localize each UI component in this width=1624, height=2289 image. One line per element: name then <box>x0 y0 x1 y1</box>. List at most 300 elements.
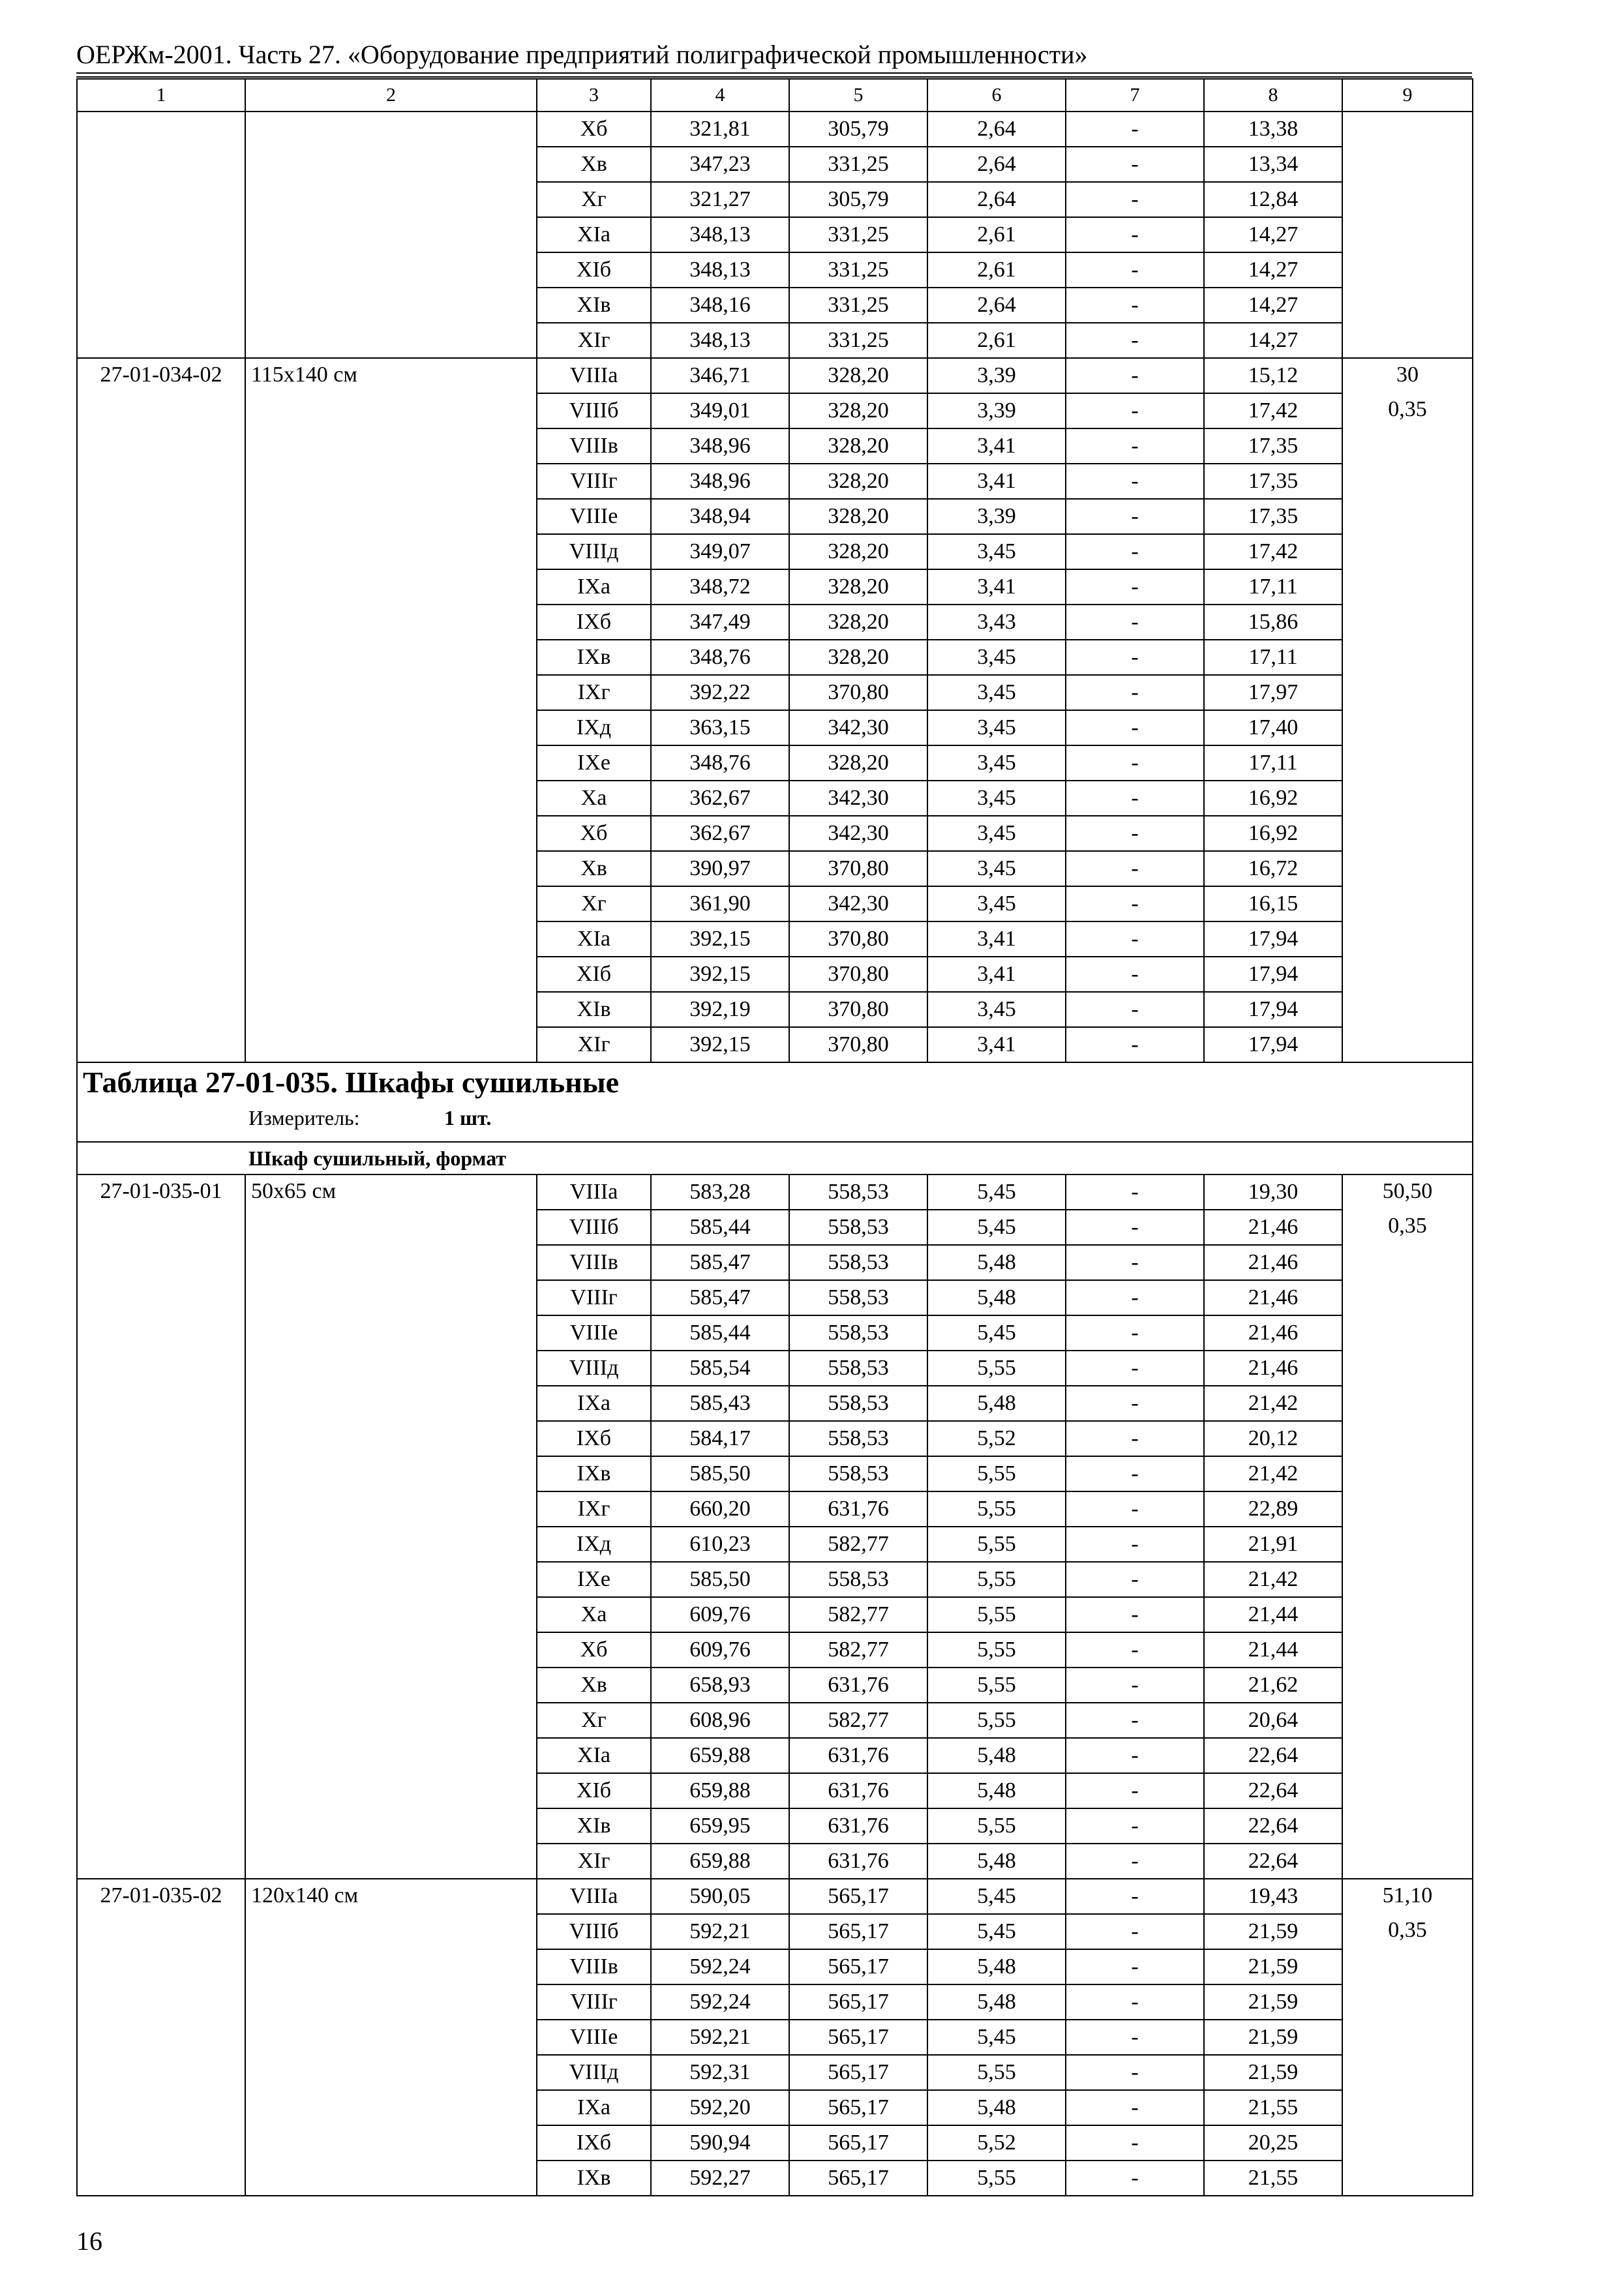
machine-cost-cell: 5,48 <box>927 1738 1066 1773</box>
salary-cell: 558,53 <box>789 1456 927 1491</box>
total-cost-cell: 348,96 <box>651 428 789 464</box>
salary-cell: 331,25 <box>789 147 927 182</box>
zone-cell: VIIIе <box>537 499 651 534</box>
materials-cell: 16,92 <box>1204 781 1342 816</box>
total-cost-cell: 583,28 <box>651 1174 789 1210</box>
salary-cell: 331,25 <box>789 323 927 358</box>
materials-cell: 21,46 <box>1204 1351 1342 1386</box>
salary-cell: 631,76 <box>789 1491 927 1527</box>
item-name-cell: 115x140 см <box>245 358 537 393</box>
driver-salary-cell: - <box>1066 428 1204 464</box>
driver-salary-cell: - <box>1066 1245 1204 1280</box>
total-cost-cell: 585,50 <box>651 1562 789 1597</box>
zone-cell: Xг <box>537 886 651 921</box>
rate-code-cell <box>77 1386 245 1421</box>
labor-cost-cell <box>1342 1527 1473 1562</box>
labor-cost-cell <box>1342 1773 1473 1808</box>
item-name-cell <box>245 569 537 605</box>
driver-salary-cell: - <box>1066 816 1204 851</box>
table-row <box>77 217 1473 252</box>
total-cost-cell: 659,88 <box>651 1738 789 1773</box>
labor-cost-cell <box>1342 147 1473 182</box>
table-title-block <box>77 1062 1473 1174</box>
table-row <box>77 781 1473 816</box>
table-row <box>77 710 1473 745</box>
table-body-top <box>77 79 1473 1062</box>
column-number: 2 <box>245 79 537 112</box>
item-name-cell: 50x65 см <box>245 1174 537 1210</box>
labor-cost-cell <box>1342 816 1473 851</box>
item-name-cell <box>245 1984 537 2020</box>
materials-cell: 19,43 <box>1204 1879 1342 1914</box>
rate-code-cell <box>77 1351 245 1386</box>
salary-cell: 370,80 <box>789 957 927 992</box>
driver-salary-cell: - <box>1066 534 1204 569</box>
driver-salary-cell: - <box>1066 499 1204 534</box>
salary-cell: 558,53 <box>789 1210 927 1245</box>
labor-cost-cell <box>1342 182 1473 217</box>
column-number: 3 <box>537 79 651 112</box>
salary-cell: 565,17 <box>789 1984 927 2020</box>
machine-cost-cell: 5,55 <box>927 1597 1066 1632</box>
table-row <box>77 957 1473 992</box>
total-cost-cell: 321,27 <box>651 182 789 217</box>
table-row <box>77 605 1473 640</box>
labor-cost-cell <box>1342 1597 1473 1632</box>
rate-code-cell <box>77 1703 245 1738</box>
zone-cell: XIв <box>537 288 651 323</box>
item-name-cell <box>245 1738 537 1773</box>
salary-cell: 370,80 <box>789 1027 927 1062</box>
machine-cost-cell: 5,48 <box>927 1773 1066 1808</box>
machine-cost-cell: 3,41 <box>927 569 1066 605</box>
total-cost-cell: 592,31 <box>651 2055 789 2090</box>
total-cost-cell: 658,93 <box>651 1668 789 1703</box>
item-name-cell <box>245 992 537 1027</box>
item-name-cell <box>245 428 537 464</box>
item-name-cell <box>245 1315 537 1351</box>
total-cost-cell: 392,22 <box>651 675 789 710</box>
labor-cost-cell <box>1342 2125 1473 2161</box>
labor-cost-cell <box>1342 781 1473 816</box>
materials-cell: 14,27 <box>1204 288 1342 323</box>
machine-cost-cell: 5,48 <box>927 1245 1066 1280</box>
materials-cell: 13,34 <box>1204 147 1342 182</box>
machine-cost-cell: 5,45 <box>927 1315 1066 1351</box>
zone-cell: IXе <box>537 745 651 781</box>
driver-salary-cell: - <box>1066 464 1204 499</box>
rate-code-cell <box>77 1984 245 2020</box>
price-table <box>76 78 1473 2196</box>
machine-cost-cell: 5,55 <box>927 1632 1066 1668</box>
table-row <box>77 1914 1473 1949</box>
table-row <box>77 640 1473 675</box>
item-name-cell <box>245 1808 537 1844</box>
driver-salary-cell: - <box>1066 1386 1204 1421</box>
driver-salary-cell: - <box>1066 393 1204 428</box>
machine-cost-cell: 2,64 <box>927 288 1066 323</box>
salary-cell: 342,30 <box>789 816 927 851</box>
labor-cost-cell <box>1342 1386 1473 1421</box>
rate-code-cell <box>77 1914 245 1949</box>
table-row <box>77 2020 1473 2055</box>
zone-cell: Xв <box>537 851 651 886</box>
machine-cost-cell: 5,55 <box>927 1456 1066 1491</box>
table-row <box>77 921 1473 957</box>
table-row <box>77 569 1473 605</box>
item-name-cell <box>245 1351 537 1386</box>
table-row <box>77 358 1473 393</box>
labor-cost-cell <box>1342 1984 1473 2020</box>
labor-cost-cell: 50,50 <box>1342 1174 1473 1210</box>
driver-salary-cell: - <box>1066 1879 1204 1914</box>
item-name-cell <box>245 1210 537 1245</box>
driver-salary-cell: - <box>1066 2090 1204 2125</box>
rate-code-cell <box>77 1491 245 1527</box>
zone-cell: VIIIг <box>537 1984 651 2020</box>
total-cost-cell: 392,19 <box>651 992 789 1027</box>
machine-cost-cell: 5,48 <box>927 1386 1066 1421</box>
machine-cost-cell: 5,52 <box>927 2125 1066 2161</box>
salary-cell: 328,20 <box>789 499 927 534</box>
rate-code-cell <box>77 323 245 358</box>
rate-code-cell <box>77 499 245 534</box>
salary-cell: 631,76 <box>789 1808 927 1844</box>
zone-cell: IXб <box>537 1421 651 1456</box>
labor-cost-cell <box>1342 1562 1473 1597</box>
driver-salary-cell: - <box>1066 1210 1204 1245</box>
item-name-cell <box>245 393 537 428</box>
labor-cost-cell <box>1342 1632 1473 1668</box>
machine-cost-cell: 3,41 <box>927 428 1066 464</box>
materials-cell: 22,64 <box>1204 1773 1342 1808</box>
zone-cell: VIIIд <box>537 1351 651 1386</box>
salary-cell: 342,30 <box>789 781 927 816</box>
materials-cell: 21,44 <box>1204 1632 1342 1668</box>
zone-cell: Xв <box>537 1668 651 1703</box>
table-row <box>77 1703 1473 1738</box>
total-cost-cell: 392,15 <box>651 1027 789 1062</box>
total-cost-cell: 592,24 <box>651 1949 789 1984</box>
section-cell <box>77 1142 1473 1174</box>
labor-cost-cell <box>1342 252 1473 288</box>
materials-cell: 21,59 <box>1204 1949 1342 1984</box>
materials-cell: 21,55 <box>1204 2090 1342 2125</box>
total-cost-cell: 392,15 <box>651 957 789 992</box>
table-row <box>77 1668 1473 1703</box>
zone-cell: IXа <box>537 569 651 605</box>
salary-cell: 342,30 <box>789 710 927 745</box>
item-name-cell <box>245 1632 537 1668</box>
total-cost-cell: 659,95 <box>651 1808 789 1844</box>
materials-cell: 21,46 <box>1204 1280 1342 1315</box>
table-row <box>77 252 1473 288</box>
item-name-cell <box>245 605 537 640</box>
labor-cost-cell <box>1342 534 1473 569</box>
column-number: 1 <box>77 79 245 112</box>
materials-cell: 17,35 <box>1204 464 1342 499</box>
item-name-cell <box>245 781 537 816</box>
materials-cell: 21,62 <box>1204 1668 1342 1703</box>
rate-code-cell <box>77 217 245 252</box>
materials-cell: 22,64 <box>1204 1844 1342 1879</box>
materials-cell: 21,42 <box>1204 1456 1342 1491</box>
rate-code-cell <box>77 781 245 816</box>
materials-cell: 16,15 <box>1204 886 1342 921</box>
labor-cost-cell <box>1342 288 1473 323</box>
driver-salary-cell: - <box>1066 569 1204 605</box>
materials-cell: 21,59 <box>1204 1984 1342 2020</box>
table-row <box>77 499 1473 534</box>
labor-cost-cell <box>1342 1844 1473 1879</box>
driver-salary-cell: - <box>1066 2020 1204 2055</box>
table-row <box>77 745 1473 781</box>
driver-salary-cell: - <box>1066 217 1204 252</box>
materials-cell: 17,35 <box>1204 499 1342 534</box>
machine-cost-cell: 3,39 <box>927 393 1066 428</box>
salary-cell: 370,80 <box>789 675 927 710</box>
total-cost-cell: 592,20 <box>651 2090 789 2125</box>
item-name-cell <box>245 1562 537 1597</box>
table-row <box>77 1597 1473 1632</box>
rate-code-cell <box>77 1597 245 1632</box>
total-cost-cell: 609,76 <box>651 1597 789 1632</box>
salary-cell: 558,53 <box>789 1315 927 1351</box>
item-name-cell <box>245 1844 537 1879</box>
zone-cell: IXв <box>537 1456 651 1491</box>
item-name-cell <box>245 1914 537 1949</box>
materials-cell: 21,59 <box>1204 2055 1342 2090</box>
driver-salary-cell: - <box>1066 358 1204 393</box>
zone-cell: Xб <box>537 112 651 147</box>
machine-cost-cell: 3,45 <box>927 781 1066 816</box>
labor-cost-cell <box>1342 112 1473 147</box>
materials-cell: 14,27 <box>1204 252 1342 288</box>
column-number: 5 <box>789 79 927 112</box>
table-row <box>77 1984 1473 2020</box>
total-cost-cell: 348,76 <box>651 640 789 675</box>
item-name-cell <box>245 957 537 992</box>
item-name-cell <box>245 1280 537 1315</box>
column-number: 8 <box>1204 79 1342 112</box>
machine-cost-cell: 3,45 <box>927 534 1066 569</box>
table-title: Таблица 27-01-035. Шкафы сушильные <box>83 1066 620 1099</box>
materials-cell: 17,94 <box>1204 1027 1342 1062</box>
rate-code-cell <box>77 605 245 640</box>
table-row <box>77 1949 1473 1984</box>
salary-cell: 631,76 <box>789 1668 927 1703</box>
table-row <box>77 1632 1473 1668</box>
materials-cell: 14,27 <box>1204 217 1342 252</box>
item-name-cell <box>245 921 537 957</box>
rate-code-cell <box>77 2020 245 2055</box>
item-name-cell <box>245 1456 537 1491</box>
salary-cell: 370,80 <box>789 921 927 957</box>
meter-label: Измеритель: <box>248 1106 360 1130</box>
materials-cell: 17,97 <box>1204 675 1342 710</box>
item-name-cell <box>245 2090 537 2125</box>
machine-cost-cell: 3,39 <box>927 499 1066 534</box>
salary-cell: 328,20 <box>789 745 927 781</box>
salary-cell: 305,79 <box>789 182 927 217</box>
labor-cost-cell <box>1342 851 1473 886</box>
table-row <box>77 816 1473 851</box>
labor-cost-cell <box>1342 745 1473 781</box>
rate-code-cell <box>77 252 245 288</box>
zone-cell: VIIIв <box>537 428 651 464</box>
rate-code-cell: 27-01-035-02 <box>77 1879 245 1914</box>
driver-salary-cell: - <box>1066 992 1204 1027</box>
total-cost-cell: 348,16 <box>651 288 789 323</box>
table-row <box>77 2055 1473 2090</box>
labor-cost-cell <box>1342 464 1473 499</box>
rate-code-cell <box>77 2125 245 2161</box>
total-cost-cell: 585,54 <box>651 1351 789 1386</box>
rate-code-cell <box>77 1245 245 1280</box>
total-cost-cell: 348,13 <box>651 217 789 252</box>
rate-code-cell <box>77 1210 245 1245</box>
table-row <box>77 428 1473 464</box>
machine-cost-cell: 5,55 <box>927 1703 1066 1738</box>
total-cost-cell: 610,23 <box>651 1527 789 1562</box>
item-name-cell <box>245 1597 537 1632</box>
total-cost-cell: 361,90 <box>651 886 789 921</box>
materials-cell: 20,64 <box>1204 1703 1342 1738</box>
total-cost-cell: 585,43 <box>651 1386 789 1421</box>
zone-cell: XIв <box>537 992 651 1027</box>
zone-cell: IXг <box>537 1491 651 1527</box>
table-row <box>77 147 1473 182</box>
driver-salary-cell: - <box>1066 1738 1204 1773</box>
salary-cell: 328,20 <box>789 534 927 569</box>
driver-salary-cell: - <box>1066 1527 1204 1562</box>
materials-cell: 17,35 <box>1204 428 1342 464</box>
zone-cell: XIб <box>537 1773 651 1808</box>
materials-cell: 17,94 <box>1204 992 1342 1027</box>
total-cost-cell: 609,76 <box>651 1632 789 1668</box>
zone-cell: VIIIг <box>537 1280 651 1315</box>
machine-cost-cell: 5,48 <box>927 1949 1066 1984</box>
salary-cell: 305,79 <box>789 112 927 147</box>
driver-salary-cell: - <box>1066 1456 1204 1491</box>
salary-cell: 558,53 <box>789 1351 927 1386</box>
table-row <box>77 1421 1473 1456</box>
driver-salary-cell: - <box>1066 1280 1204 1315</box>
zone-cell: IXб <box>537 605 651 640</box>
driver-salary-cell: - <box>1066 2055 1204 2090</box>
rate-code-cell <box>77 1562 245 1597</box>
labor-cost-cell <box>1342 2055 1473 2090</box>
machine-cost-cell: 5,55 <box>927 1527 1066 1562</box>
salary-cell: 558,53 <box>789 1562 927 1597</box>
driver-salary-cell: - <box>1066 886 1204 921</box>
zone-cell: XIг <box>537 1844 651 1879</box>
materials-cell: 17,40 <box>1204 710 1342 745</box>
table-row <box>77 675 1473 710</box>
labor-cost-cell <box>1342 957 1473 992</box>
salary-cell: 328,20 <box>789 464 927 499</box>
salary-cell: 565,17 <box>789 2090 927 2125</box>
rate-code-cell <box>77 182 245 217</box>
materials-cell: 21,55 <box>1204 2161 1342 2196</box>
item-name-cell <box>245 288 537 323</box>
zone-cell: IXд <box>537 1527 651 1562</box>
table-row <box>77 1027 1473 1062</box>
item-name-cell <box>245 2020 537 2055</box>
total-cost-cell: 584,17 <box>651 1421 789 1456</box>
page-number: 16 <box>76 2226 102 2256</box>
salary-cell: 328,20 <box>789 358 927 393</box>
salary-cell: 331,25 <box>789 288 927 323</box>
driver-salary-cell: - <box>1066 1914 1204 1949</box>
table-row <box>77 1491 1473 1527</box>
materials-cell: 21,91 <box>1204 1527 1342 1562</box>
rate-code-cell <box>77 2090 245 2125</box>
labor-cost-cell: 30 <box>1342 358 1473 393</box>
driver-salary-cell: - <box>1066 781 1204 816</box>
labor-cost-cell <box>1342 1280 1473 1315</box>
materials-cell: 21,42 <box>1204 1386 1342 1421</box>
item-name-cell <box>245 1386 537 1421</box>
machine-cost-cell: 3,45 <box>927 851 1066 886</box>
machine-cost-cell: 5,48 <box>927 1844 1066 1879</box>
zone-cell: IXе <box>537 1562 651 1597</box>
rate-code-cell <box>77 1668 245 1703</box>
rate-code-cell <box>77 1315 245 1351</box>
rate-code-cell <box>77 1844 245 1879</box>
page-header: ОЕРЖм-2001. Часть 27. «Оборудование предприятий полиграфической промышленности» <box>76 40 1088 69</box>
materials-cell: 14,27 <box>1204 323 1342 358</box>
table-title-cell <box>77 1062 1473 1142</box>
materials-cell: 21,46 <box>1204 1245 1342 1280</box>
column-number-row <box>77 79 1473 112</box>
zone-cell: Xа <box>537 1597 651 1632</box>
item-name-cell <box>245 182 537 217</box>
zone-cell: IXг <box>537 675 651 710</box>
salary-cell: 565,17 <box>789 2125 927 2161</box>
salary-cell: 565,17 <box>789 1879 927 1914</box>
rate-code-cell <box>77 1280 245 1315</box>
driver-salary-cell: - <box>1066 957 1204 992</box>
table-row <box>77 1280 1473 1315</box>
rate-code-cell: 27-01-035-01 <box>77 1174 245 1210</box>
salary-cell: 328,20 <box>789 569 927 605</box>
zone-cell: VIIIе <box>537 2020 651 2055</box>
materials-cell: 21,46 <box>1204 1210 1342 1245</box>
labor-cost-cell <box>1342 1315 1473 1351</box>
rate-code-cell <box>77 992 245 1027</box>
zone-cell: VIIIб <box>537 393 651 428</box>
salary-cell: 558,53 <box>789 1421 927 1456</box>
materials-cell: 21,44 <box>1204 1597 1342 1632</box>
table-row <box>77 1386 1473 1421</box>
zone-cell: VIIIд <box>537 2055 651 2090</box>
machine-cost-cell: 5,55 <box>927 1351 1066 1386</box>
machine-cost-cell: 3,41 <box>927 1027 1066 1062</box>
rate-code-cell <box>77 745 245 781</box>
zone-cell: XIа <box>537 921 651 957</box>
materials-cell: 17,11 <box>1204 745 1342 781</box>
machine-cost-cell: 3,45 <box>927 710 1066 745</box>
salary-cell: 565,17 <box>789 2020 927 2055</box>
materials-cell: 17,11 <box>1204 569 1342 605</box>
total-cost-cell: 585,44 <box>651 1315 789 1351</box>
total-cost-cell: 349,01 <box>651 393 789 428</box>
rate-code-cell: 27-01-034-02 <box>77 358 245 393</box>
labor-cost-cell <box>1342 1808 1473 1844</box>
materials-cell: 22,89 <box>1204 1491 1342 1527</box>
labor-cost-cell <box>1342 1738 1473 1773</box>
